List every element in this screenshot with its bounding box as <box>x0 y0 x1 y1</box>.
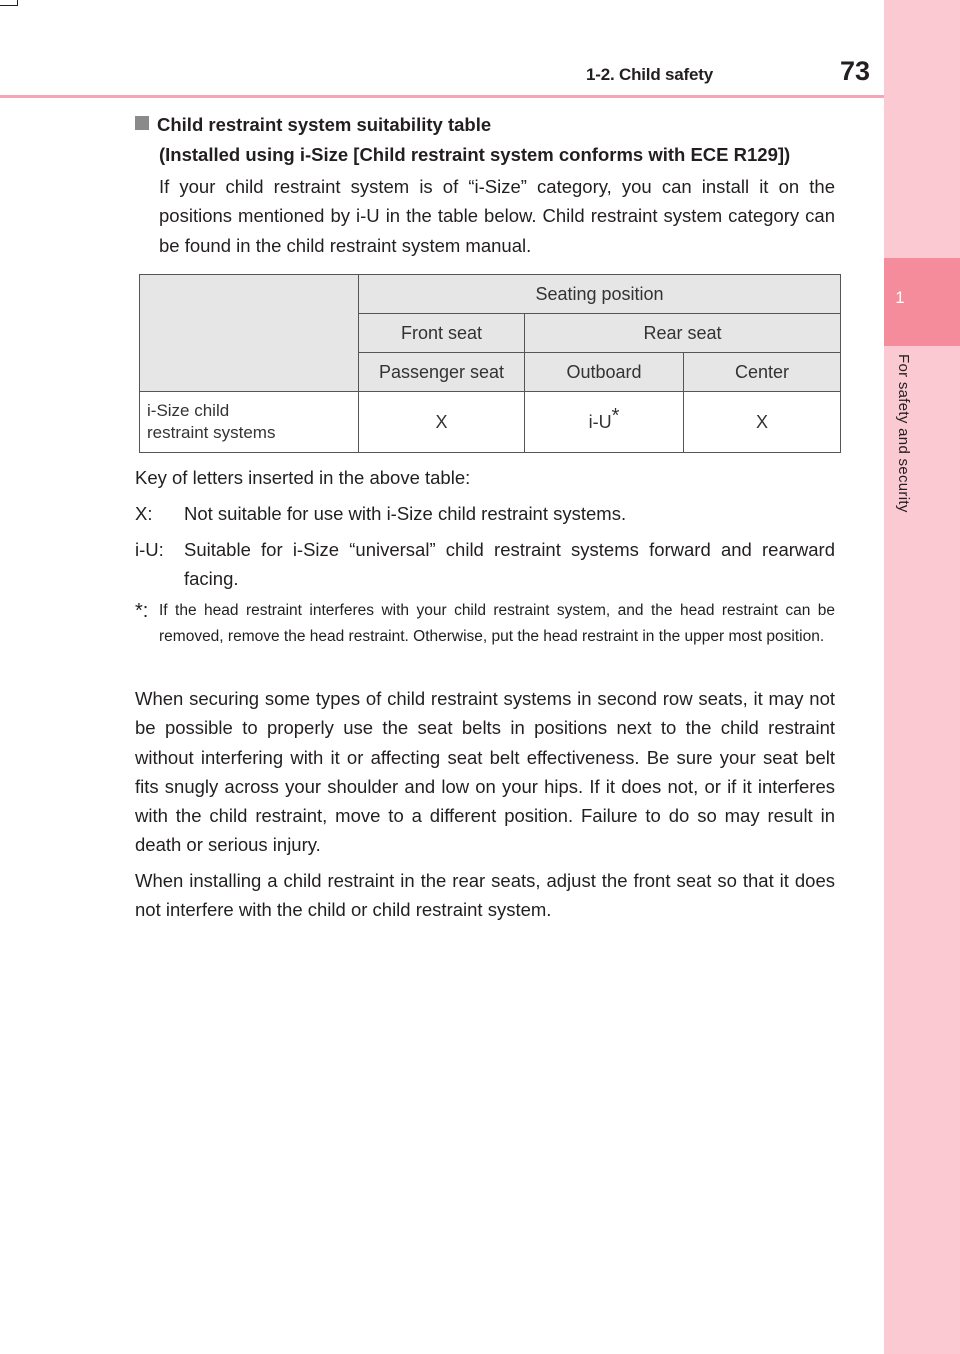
intro-paragraph: If your child restraint system is of “i-Size” category, you can install it on the positions mentioned by i-U in the table below. Child restraint system category can be found in the child restraint system manual. <box>159 176 835 256</box>
section-heading <box>135 110 790 170</box>
crop-mark-top-left <box>17 0 18 6</box>
footnote-text: If the head restraint interferes with your child restraint system, and the head restraint can be removed, remove the head restraint. Otherwise, put the head restraint in the upper most position. <box>159 602 835 645</box>
definition-desc: Not suitable for use with i-Size child restraint systems. <box>184 503 627 524</box>
definition-term: i-U: <box>135 539 164 560</box>
footnote-reference: * <box>611 404 620 427</box>
footnote-mark: *: <box>135 600 149 622</box>
heading-line-2: (Installed using i-Size [Child restraint system conforms with ECE R129]) <box>159 144 791 165</box>
square-bullet-icon <box>135 116 149 130</box>
table-row <box>140 392 841 453</box>
section-title: 1-2. Child safety <box>586 65 713 84</box>
seating-position-header: Seating position <box>359 275 841 314</box>
outboard-value-cell <box>525 392 684 453</box>
body-paragraph: When securing some types of child restraint systems in second row seats, it may not be possible to properly use the seat belts in positions next to the child restraint without interfering with it or affecting seat belt effectiveness. Be sure your seat belt fits snugly across your shoulder and low on your hips. If it does not, or if it interferes with the child restraint, move to a different position. Failure to do so may result in death or serious injury. <box>135 688 835 856</box>
chapter-number: 1 <box>895 288 905 307</box>
center-header: Center <box>684 353 841 392</box>
outboard-header: Outboard <box>525 353 684 392</box>
rear-seat-header: Rear seat <box>525 314 841 353</box>
header-rule <box>0 95 884 98</box>
suitability-table <box>139 274 841 453</box>
center-value: X <box>684 392 841 453</box>
key-title: Key of letters inserted in the above table: <box>135 467 471 488</box>
definition-term: X: <box>135 503 153 524</box>
row-label-line-2: restraint systems <box>147 423 276 442</box>
side-band <box>884 0 960 1354</box>
definition-desc: Suitable for i-Size “universal” child restraint systems forward and rearward facing. <box>184 539 835 590</box>
definition-x <box>135 499 835 529</box>
body-paragraph: When installing a child restraint in the rear seats, adjust the front seat so that it does not interfere with the child or child restraint system. <box>135 870 835 921</box>
table-corner-cell <box>140 275 359 392</box>
row-label <box>140 392 359 453</box>
crop-mark-top-left-h <box>0 5 17 6</box>
front-seat-header: Front seat <box>359 314 525 353</box>
heading-line-1: Child restraint system suitability table <box>157 114 492 135</box>
outboard-value: i-U <box>588 411 612 432</box>
passenger-seat-value: X <box>359 392 525 453</box>
passenger-seat-header: Passenger seat <box>359 353 525 392</box>
row-label-line-1: i-Size child <box>147 401 230 420</box>
definition-i-u <box>135 535 835 595</box>
page-number: 73 <box>840 56 871 86</box>
chapter-title: For safety and security <box>895 354 912 513</box>
